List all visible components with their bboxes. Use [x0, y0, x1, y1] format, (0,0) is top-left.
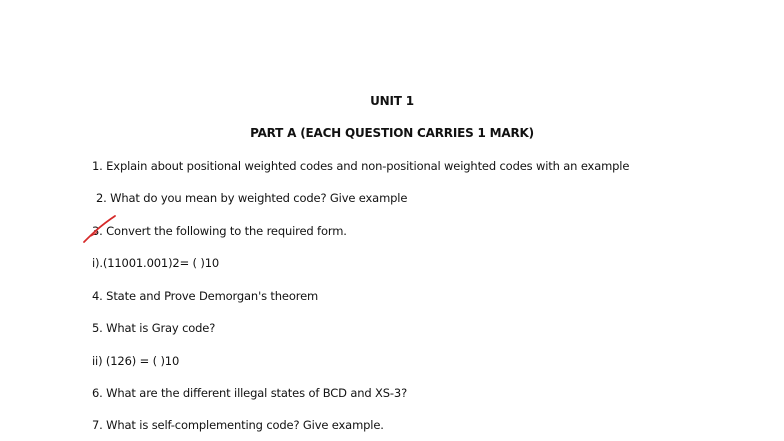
question-5: 5. What is Gray code?	[92, 321, 216, 335]
subquestion-ii: ii) (126) = ( )10	[92, 354, 180, 368]
unit-title: UNIT 1	[370, 94, 414, 108]
question-2: 2. What do you mean by weighted code? Give example	[96, 191, 408, 205]
subquestion-i: i).(11001.001)2= ( )10	[92, 256, 220, 270]
question-7: 7. What is self-complementing code? Give example.	[92, 418, 384, 432]
question-1: 1. Explain about positional weighted codes and non-positional weighted codes with an example	[92, 159, 630, 173]
part-title: PART A (EACH QUESTION CARRIES 1 MARK)	[250, 126, 534, 140]
question-4: 4. State and Prove Demorgan's theorem	[92, 289, 319, 303]
question-6: 6. What are the different illegal states of BCD and XS-3?	[92, 386, 408, 400]
question-3: 3. Convert the following to the required form.	[92, 224, 347, 238]
red-pen-mark-icon	[82, 214, 120, 246]
